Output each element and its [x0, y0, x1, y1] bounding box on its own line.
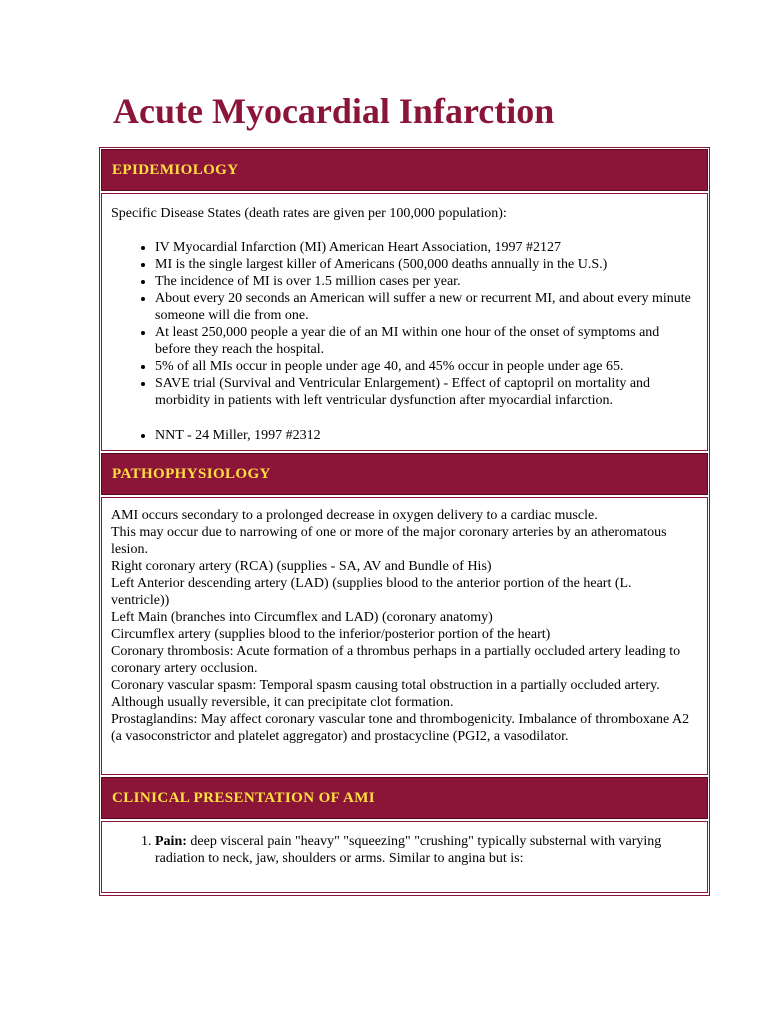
section-header-label: CLINICAL PRESENTATION OF AMI — [112, 789, 376, 806]
list-item: • At least 250,000 people a year die of an MI within one hour of the onset of symptoms and before they reach the hospital. — [155, 324, 693, 358]
pain-text: deep visceral pain "heavy" "squeezing" "crushing" typically substernal with varying radiation to neck, jaw, shoulders or arms. Similar to angina but is: — [155, 834, 662, 866]
pathophysiology-line: This may occur due to narrowing of one or more of the major coronary arteries by an atheromatous lesion. — [111, 525, 667, 557]
section-body-epidemiology — [101, 193, 708, 451]
list-item: • The incidence of MI is over 1.5 million cases per year. — [155, 273, 693, 290]
pathophysiology-line: Coronary vascular spasm: Temporal spasm causing total obstruction in a partially occluded artery. Although usually reversible, it can precipitate clot formation. — [111, 678, 660, 710]
section-header-label: PATHOPHYSIOLOGY — [112, 465, 271, 482]
section-body-clinical-presentation — [101, 821, 708, 893]
section-header-epidemiology — [101, 149, 708, 191]
list-item: • MI is the single largest killer of Americans (500,000 deaths annually in the U.S.) — [155, 256, 693, 273]
pathophysiology-line: Left Main (branches into Circumflex and LAD) (coronary anatomy) — [111, 610, 493, 625]
epidemiology-intro: Specific Disease States (death rates are given per 100,000 population): — [111, 206, 507, 221]
list-item: • NNT - 24 Miller, 1997 #2312 — [155, 427, 693, 444]
section-header-pathophysiology — [101, 453, 708, 495]
section-header-clinical-presentation — [101, 777, 708, 819]
pathophysiology-line: AMI occurs secondary to a prolonged decrease in oxygen delivery to a cardiac muscle. — [111, 508, 598, 523]
epidemiology-list — [111, 239, 693, 409]
list-item: • About every 20 seconds an American will suffer a new or recurrent MI, and about every minute someone will die from one. — [155, 290, 693, 324]
epidemiology-list-extra — [111, 427, 693, 444]
clinical-list — [111, 833, 693, 867]
pathophysiology-line: Right coronary artery (RCA) (supplies - SA, AV and Bundle of His) — [111, 559, 492, 574]
pain-label: Pain: — [155, 834, 187, 849]
pathophysiology-line: Circumflex artery (supplies blood to the inferior/posterior portion of the heart) — [111, 627, 551, 642]
pathophysiology-line: Coronary thrombosis: Acute formation of a thrombus perhaps in a partially occluded artery leading to coronary artery occlusion. — [111, 644, 681, 676]
list-item: • IV Myocardial Infarction (MI) American Heart Association, 1997 #2127 — [155, 239, 693, 256]
pathophysiology-line: Left Anterior descending artery (LAD) (supplies blood to the anterior portion of the heart (L. ventricle)) — [111, 576, 632, 608]
list-item: • SAVE trial (Survival and Ventricular Enlargement) - Effect of captopril on mortality and morbidity in patients with left ventricular dysfunction after myocardial infarction. — [155, 375, 693, 409]
content-table — [99, 147, 710, 896]
pathophysiology-line: Prostaglandins: May affect coronary vascular tone and thrombogenicity. Imbalance of thromboxane A2 (a vasoconstrictor and platelet aggregator) and prostacycline (PGI2, a vasodilator. — [111, 712, 690, 744]
list-item: • 5% of all MIs occur in people under age 40, and 45% occur in people under age 65. — [155, 358, 693, 375]
section-body-pathophysiology — [101, 497, 708, 775]
page-title: Acute Myocardial Infarction — [113, 91, 555, 131]
list-item — [155, 833, 693, 867]
section-header-label: EPIDEMIOLOGY — [112, 161, 239, 178]
